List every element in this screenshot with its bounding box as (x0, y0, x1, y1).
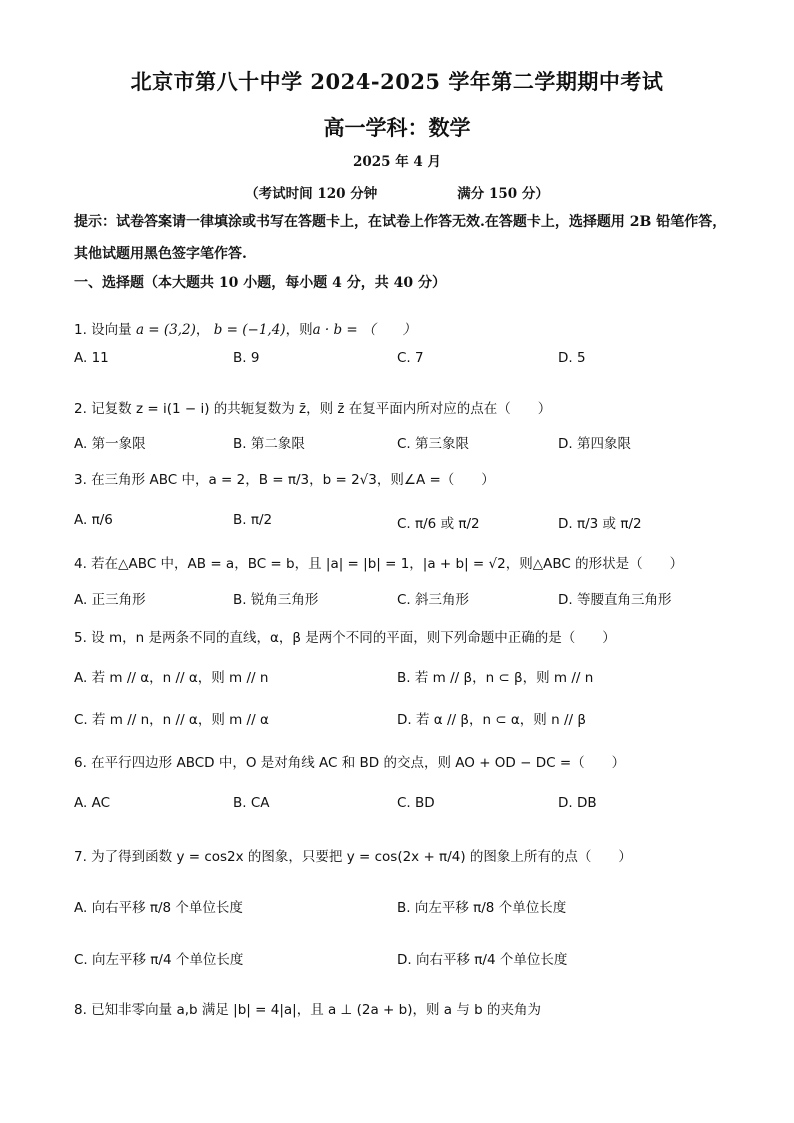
q5-option-c: C. 若 m // n，n // α，则 m // α (74, 712, 269, 728)
question-6: 6. 在平行四边形 ABCD 中，O 是对角线 AC 和 BD 的交点，则 AO + OD − DC =（ ） (74, 755, 626, 771)
q3-option-a: A. π/6 (74, 512, 113, 528)
q4-option-a: A. 正三角形 (74, 592, 146, 608)
full-score: 满分 150 分） (457, 186, 549, 202)
exam-time-score (0, 182, 794, 202)
q3-option-d: D. π/3 或 π/2 (558, 516, 642, 532)
q1-option-d: D. 5 (558, 350, 586, 366)
q4-option-c: C. 斜三角形 (397, 592, 470, 608)
q7-option-a: A. 向右平移 π/8 个单位长度 (74, 900, 243, 916)
time-limit: （考试时间 120 分钟 (245, 186, 378, 202)
q6-option-b: B. CA (233, 795, 270, 811)
q5-option-b: B. 若 m // β，n ⊂ β，则 m // n (397, 670, 594, 686)
exam-title: 北京市第八十中学 2024-2025 学年第二学期期中考试 (130, 69, 664, 94)
q2-option-d: D. 第四象限 (558, 436, 631, 452)
q7-option-b: B. 向左平移 π/8 个单位长度 (397, 900, 567, 916)
q1-option-b: B. 9 (233, 350, 260, 366)
q3-option-c: C. π/6 或 π/2 (397, 516, 480, 532)
q2-option-a: A. 第一象限 (74, 436, 146, 452)
question-8: 8. 已知非零向量 a,b 满足 |b| = 4|a|，且 a ⊥ (2a + b)，则 a 与 b 的夹角为 (74, 1002, 541, 1018)
exam-date: 2025 年 4 月 (352, 154, 442, 170)
q1-dot: a · b = （ ） (312, 322, 417, 338)
question-4: 4. 若在△ABC 中，AB = a，BC = b，且 |a| = |b| = 1，|a + b| = √2，则△ABC 的形状是（ ） (74, 556, 684, 572)
question-5: 5. 设 m，n 是两条不同的直线，α，β 是两个不同的平面，则下列命题中正确的是（ ） (74, 630, 616, 646)
q1-stem: 1. 设向量 (74, 322, 132, 338)
question-1: 1. 设向量 a = (3,2)， b = (−1,4)，则a · b = （ ） (74, 322, 417, 338)
q6-option-a: A. AC (74, 795, 111, 811)
section-heading: 一、选择题（本大题共 10 小题，每小题 4 分，共 40 分） (74, 275, 446, 291)
q1-option-a: A. 11 (74, 350, 109, 366)
q4-option-d: D. 等腰直角三角形 (558, 592, 672, 608)
q5-option-d: D. 若 α // β，n ⊂ α，则 n // β (397, 712, 586, 728)
question-3: 3. 在三角形 ABC 中，a = 2，B = π/3，b = 2√3，则∠A =（ ） (74, 472, 495, 488)
q1-stem-tail: ，则 (285, 322, 313, 338)
q6-option-c: C. BD (397, 795, 435, 811)
q1-vector-b: b = (−1,4) (213, 322, 286, 338)
q7-option-c: C. 向左平移 π/4 个单位长度 (74, 952, 244, 968)
q6-option-d: D. DB (558, 795, 597, 811)
question-2: 2. 记复数 z = i(1 − i) 的共轭复数为 z̄，则 z̄ 在复平面内所对应的点在（ ） (74, 401, 552, 417)
question-7: 7. 为了得到函数 y = cos2x 的图象，只要把 y = cos(2x + π/4) 的图象上所有的点（ ） (74, 849, 632, 865)
exam-subject: 高一学科：数学 (323, 115, 471, 140)
q2-option-c: C. 第三象限 (397, 436, 470, 452)
exam-notice: 提示：试卷答案请一律填涂或书写在答题卡上，在试卷上作答无效.在答题卡上，选择题用 2B 铅笔作答，其他试题用黑色签字笔作答. (74, 214, 727, 262)
q7-option-d: D. 向右平移 π/4 个单位长度 (397, 952, 568, 968)
q1-option-c: C. 7 (397, 350, 424, 366)
q1-vector-a: a = (3,2) (135, 322, 196, 338)
q5-option-a: A. 若 m // α，n // α，则 m // n (74, 670, 269, 686)
q2-option-b: B. 第二象限 (233, 436, 305, 452)
q3-option-b: B. π/2 (233, 512, 273, 528)
q4-option-b: B. 锐角三角形 (233, 592, 319, 608)
